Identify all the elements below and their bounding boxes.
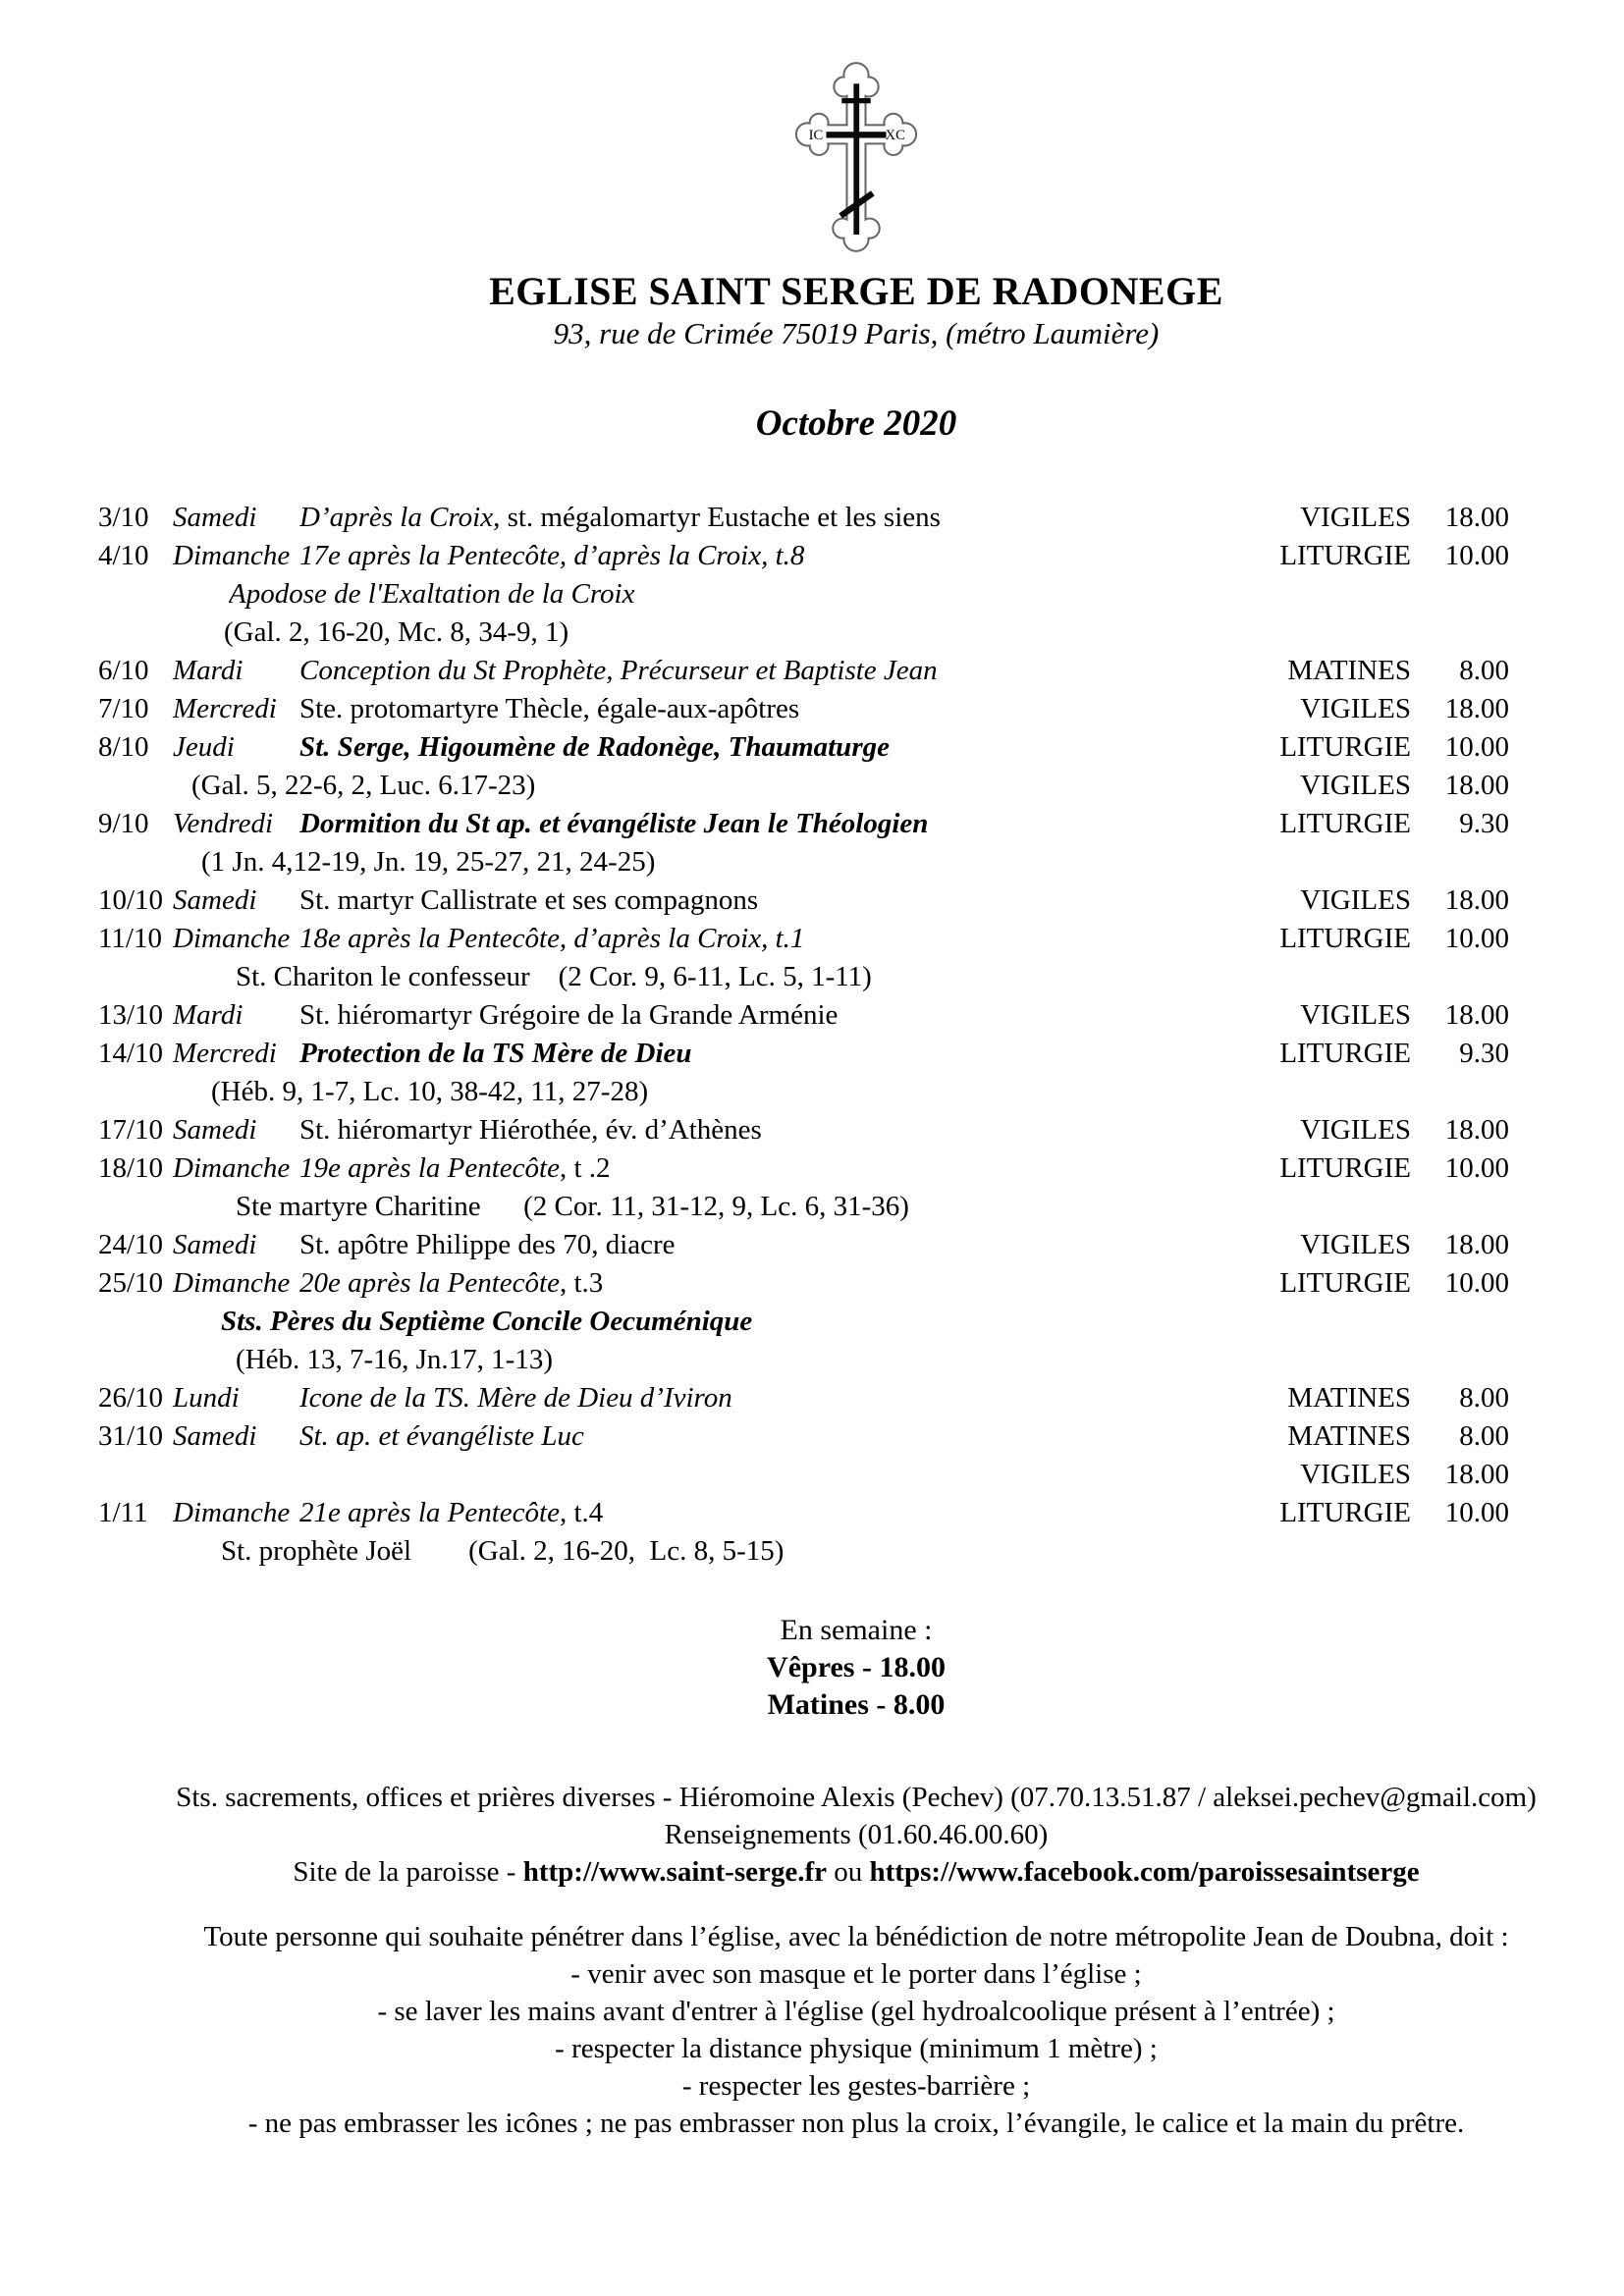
service-cell — [1244, 958, 1411, 996]
text-segment: 20e après la Pentecôte — [299, 1267, 560, 1299]
schedule-line — [98, 996, 1509, 1035]
date-cell: 3/10 — [98, 502, 149, 533]
text-segment: (Gal. 5, 22-6, 2, Luc. 6.17-23) — [191, 770, 536, 801]
service-cell: VIGILES — [1300, 1114, 1411, 1146]
contacts-block — [128, 1779, 1585, 1891]
text-segment: (Gal. 2, 16-20, Mc. 8, 34-9, 1) — [224, 616, 569, 648]
time-cell: 18.00 — [1444, 502, 1509, 533]
time-cell: 18.00 — [1444, 693, 1509, 724]
description-cell — [224, 614, 1244, 652]
time-cell: 18.00 — [1444, 770, 1509, 801]
date-cell: 24/10 — [98, 1229, 164, 1260]
time-cell — [1411, 614, 1509, 652]
time-cell: 9.30 — [1459, 808, 1509, 839]
service-cell: MATINES — [1287, 655, 1411, 686]
text-segment: Sts. Pères du Septième Concile Oecuménique — [221, 1306, 753, 1337]
day-cell: Samedi — [173, 1229, 257, 1260]
service-cell — [1244, 1341, 1411, 1379]
weekday-service-item: Matines - 8.00 — [767, 1688, 946, 1721]
service-cell: VIGILES — [1300, 999, 1411, 1031]
time-cell: 9.30 — [1459, 1038, 1509, 1069]
time-cell: 10.00 — [1444, 1267, 1509, 1299]
service-cell: VIGILES — [1300, 1229, 1411, 1260]
service-cell: VIGILES — [1300, 1459, 1411, 1490]
time-cell — [1411, 575, 1509, 614]
schedule-line — [98, 958, 1509, 996]
weekday-services-heading: En semaine : — [780, 1614, 933, 1646]
indent-spacer — [98, 1303, 221, 1341]
service-cell: LITURGIE — [1279, 731, 1411, 763]
day-cell: Dimanche — [173, 540, 291, 571]
time-cell: 8.00 — [1459, 655, 1509, 686]
text-segment: D’après la Croix — [299, 502, 494, 533]
schedule-line — [98, 499, 1509, 537]
day-cell: Jeudi — [173, 731, 235, 763]
date-cell: 14/10 — [98, 1038, 164, 1069]
cross-ic-label: IC — [808, 128, 824, 144]
covid-notice-line: - respecter les gestes-barrière ; — [681, 2070, 1031, 2102]
indent-spacer — [98, 1341, 236, 1379]
text-segment: St. prophète Joël (Gal. 2, 16-20, Lc. 8, 5-15) — [221, 1535, 785, 1567]
covid-notice-line: - respecter la distance physique (minimum 1 mètre) ; — [555, 2033, 1158, 2064]
date-cell: 4/10 — [98, 540, 149, 571]
text-segment: St. hiéromartyr Grégoire de la Grande Arménie — [299, 999, 839, 1031]
text-segment: Ste martyre Charitine (2 Cor. 11, 31-12, 9, Lc. 6, 31-36) — [236, 1191, 909, 1222]
indent-spacer — [98, 1073, 211, 1111]
description-cell — [299, 996, 1244, 1035]
date-cell: 26/10 — [98, 1382, 164, 1414]
description-cell — [191, 767, 1244, 805]
schedule-line — [98, 1264, 1509, 1303]
schedule-line — [98, 1341, 1509, 1379]
day-cell: Samedi — [173, 1420, 257, 1452]
description-cell — [299, 1111, 1244, 1149]
day-cell: Mardi — [173, 655, 244, 686]
time-cell: 18.00 — [1444, 884, 1509, 916]
date-cell: 25/10 — [98, 1267, 164, 1299]
orthodox-cross-svg — [783, 59, 930, 255]
schedule-line — [98, 881, 1509, 920]
schedule-line — [98, 614, 1509, 652]
time-cell: 10.00 — [1444, 1497, 1509, 1528]
time-cell: 10.00 — [1444, 1152, 1509, 1184]
schedule-line — [98, 1188, 1509, 1226]
date-cell: 1/11 — [98, 1497, 148, 1528]
weekday-services — [128, 1612, 1585, 1724]
day-cell: Mercredi — [173, 693, 277, 724]
schedule-line — [98, 1494, 1509, 1532]
orthodox-cross-icon — [128, 59, 1585, 255]
schedule-line — [98, 1303, 1509, 1341]
time-cell: 18.00 — [1444, 1229, 1509, 1260]
service-cell: LITURGIE — [1279, 1497, 1411, 1528]
date-cell: 11/10 — [98, 923, 162, 954]
service-cell: MATINES — [1287, 1382, 1411, 1414]
description-cell — [299, 881, 1244, 920]
description-cell — [236, 958, 1244, 996]
text-segment: 21e après la Pentecôte — [299, 1497, 560, 1528]
text-segment: St. Serge, Higoumène de Radonège, Thaumaturge — [299, 731, 890, 763]
indent-spacer — [98, 1188, 236, 1226]
time-cell: 18.00 — [1444, 1114, 1509, 1146]
schedule-line — [98, 1532, 1509, 1571]
description-cell — [299, 1494, 1244, 1532]
text-segment: St. Chariton le confesseur (2 Cor. 9, 6-11, Lc. 5, 1-11) — [236, 961, 872, 992]
day-cell: Mercredi — [173, 1038, 277, 1069]
schedule-line — [98, 1379, 1509, 1417]
contacts-line-info: Renseignements (01.60.46.00.60) — [664, 1819, 1049, 1850]
description-cell — [221, 1532, 1244, 1571]
service-cell: LITURGIE — [1279, 923, 1411, 954]
description-cell — [299, 1264, 1244, 1303]
weekday-service-item: Vêpres - 18.00 — [767, 1651, 946, 1683]
text-segment: (1 Jn. 4,12-19, Jn. 19, 25-27, 21, 24-25) — [201, 846, 656, 878]
service-cell: LITURGIE — [1279, 1152, 1411, 1184]
service-cell: MATINES — [1287, 1420, 1411, 1452]
time-cell — [1411, 1303, 1509, 1341]
text-segment: Apodose de l'Exaltation de la Croix — [229, 578, 635, 610]
description-cell — [299, 690, 1244, 728]
text-segment: ou — [827, 1856, 870, 1888]
church-address: 93, rue de Crimée 75019 Paris, (métro Laumière) — [553, 316, 1160, 350]
description-cell — [299, 1035, 1244, 1073]
indent-spacer — [98, 614, 224, 652]
day-cell: Samedi — [173, 1114, 257, 1146]
day-cell: Samedi — [173, 884, 257, 916]
text-segment: Ste. protomartyre Thècle, égale-aux-apôtres — [299, 693, 800, 724]
date-cell: 18/10 — [98, 1152, 164, 1184]
text-segment: , st. mégalomartyr Eustache et les siens — [493, 502, 941, 533]
text-segment: (Héb. 9, 1-7, Lc. 10, 38-42, 11, 27-28) — [211, 1076, 649, 1107]
description-cell — [211, 1073, 1244, 1111]
indent-spacer — [98, 843, 201, 881]
time-cell: 10.00 — [1444, 731, 1509, 763]
time-cell — [1411, 1073, 1509, 1111]
service-schedule — [98, 499, 1509, 1571]
date-cell: 10/10 — [98, 884, 164, 916]
date-cell: 6/10 — [98, 655, 149, 686]
service-cell: VIGILES — [1300, 693, 1411, 724]
date-cell: 17/10 — [98, 1114, 164, 1146]
schedule-line — [98, 1456, 1509, 1494]
text-segment: , t.4 — [559, 1497, 604, 1528]
contacts-line-priest: Sts. sacrements, offices et prières diverses - Hiéromoine Alexis (Pechev) (07.70.13.51.87 / aleksei.pechev@gmail.com) — [176, 1782, 1537, 1813]
covid-notice-line: - venir avec son masque et le porter dans l’église ; — [570, 1958, 1142, 1990]
service-cell — [1244, 575, 1411, 614]
time-cell: 8.00 — [1459, 1420, 1509, 1452]
text-segment: http://www.saint-serge.fr — [522, 1856, 828, 1888]
day-cell: Mardi — [173, 999, 244, 1031]
text-segment: 17e après la Pentecôte, d’après la Croix, t.8 — [299, 540, 805, 571]
service-cell: VIGILES — [1300, 770, 1411, 801]
text-segment: 18e après la Pentecôte, d’après la Croix, t.1 — [299, 923, 805, 954]
service-cell: VIGILES — [1300, 884, 1411, 916]
text-segment: Conception du St Prophète, Précurseur et Baptiste Jean — [299, 655, 938, 686]
schedule-line — [98, 1073, 1509, 1111]
text-segment: St. ap. et évangéliste Luc — [299, 1420, 584, 1452]
contacts-line-website — [128, 1853, 1585, 1891]
day-cell: Dimanche — [173, 1152, 291, 1184]
covid-notice-line: - ne pas embrasser les icônes ; ne pas embrasser non plus la croix, l’évangile, le calice et la main du prêtre. — [247, 2108, 1465, 2139]
schedule-line — [98, 728, 1509, 767]
description-cell — [299, 1149, 1244, 1188]
description-cell — [236, 1188, 1244, 1226]
header — [128, 59, 1585, 450]
date-cell: 9/10 — [98, 808, 149, 839]
description-cell — [299, 728, 1244, 767]
time-cell: 10.00 — [1444, 923, 1509, 954]
description-cell — [299, 1379, 1244, 1417]
service-cell: LITURGIE — [1279, 540, 1411, 571]
text-segment: (Héb. 13, 7-16, Jn.17, 1-13) — [236, 1344, 553, 1375]
service-cell — [1244, 1532, 1411, 1571]
text-segment: St. apôtre Philippe des 70, diacre — [299, 1229, 676, 1260]
time-cell — [1411, 1532, 1509, 1571]
date-cell: 7/10 — [98, 693, 149, 724]
time-cell — [1411, 1188, 1509, 1226]
text-segment: , t.3 — [559, 1267, 604, 1299]
text-segment: St. martyr Callistrate et ses compagnons — [299, 884, 759, 916]
text-segment: Site de la paroisse - — [293, 1856, 523, 1888]
description-cell — [229, 575, 1244, 614]
description-cell — [299, 537, 1244, 575]
time-cell: 10.00 — [1444, 540, 1509, 571]
service-cell — [1244, 843, 1411, 881]
covid-notice-line: Toute personne qui souhaite pénétrer dans l’église, avec la bénédiction de notre métropolite Jean de Doubna, doit : — [203, 1921, 1509, 1952]
schedule-line — [98, 652, 1509, 690]
text-segment: St. hiéromartyr Hiérothée, év. d’Athènes — [299, 1114, 762, 1146]
description-cell — [221, 1303, 1244, 1341]
schedule-line — [98, 1111, 1509, 1149]
service-cell: LITURGIE — [1279, 1267, 1411, 1299]
description-cell — [299, 805, 1244, 843]
indent-spacer — [98, 1532, 221, 1571]
service-cell: VIGILES — [1300, 502, 1411, 533]
text-segment: Dormition du St ap. et évangéliste Jean le Théologien — [299, 808, 929, 839]
indent-spacer — [98, 575, 229, 614]
description-cell — [98, 1456, 1244, 1494]
schedule-line — [98, 537, 1509, 575]
date-cell: 31/10 — [98, 1420, 164, 1452]
day-cell: Dimanche — [173, 923, 291, 954]
date-cell: 8/10 — [98, 731, 149, 763]
time-cell: 18.00 — [1444, 1459, 1509, 1490]
day-cell: Samedi — [173, 502, 257, 533]
description-cell — [299, 1226, 1244, 1264]
service-cell — [1244, 1303, 1411, 1341]
text-segment: Protection de la TS Mère de Dieu — [299, 1038, 692, 1069]
indent-spacer — [98, 767, 191, 805]
day-cell: Dimanche — [173, 1497, 291, 1528]
service-cell — [1244, 1188, 1411, 1226]
service-cell: LITURGIE — [1279, 1038, 1411, 1069]
service-cell: LITURGIE — [1279, 808, 1411, 839]
day-cell: Dimanche — [173, 1267, 291, 1299]
day-cell: Lundi — [173, 1382, 240, 1414]
church-title: EGLISE SAINT SERGE DE RADONEGE — [489, 269, 1223, 313]
text-segment: 19e après la Pentecôte — [299, 1152, 560, 1184]
description-cell — [299, 1417, 1244, 1456]
month-title: Octobre 2020 — [755, 403, 957, 444]
schedule-line — [98, 767, 1509, 805]
description-cell — [299, 652, 1244, 690]
description-cell — [299, 920, 1244, 958]
schedule-line — [98, 1226, 1509, 1264]
weekday-services-items — [128, 1649, 1585, 1724]
time-cell: 18.00 — [1444, 999, 1509, 1031]
description-cell — [236, 1341, 1244, 1379]
schedule-line — [98, 575, 1509, 614]
time-cell — [1411, 843, 1509, 881]
indent-spacer — [98, 958, 236, 996]
day-cell: Vendredi — [173, 808, 274, 839]
text-segment: , t .2 — [559, 1152, 611, 1184]
schedule-line — [98, 805, 1509, 843]
covid-notice — [128, 1918, 1585, 2142]
time-cell — [1411, 1341, 1509, 1379]
description-cell — [299, 499, 1244, 537]
service-cell — [1244, 614, 1411, 652]
schedule-line — [98, 690, 1509, 728]
schedule-line — [98, 1035, 1509, 1073]
cross-xc-label: XC — [885, 128, 905, 144]
description-cell — [201, 843, 1244, 881]
text-segment: https://www.facebook.com/paroissesaintserge — [869, 1856, 1420, 1888]
schedule-line — [98, 843, 1509, 881]
time-cell: 8.00 — [1459, 1382, 1509, 1414]
text-segment: Icone de la TS. Mère de Dieu d’Iviron — [299, 1382, 732, 1414]
time-cell — [1411, 958, 1509, 996]
covid-notice-line: - se laver les mains avant d'entrer à l'église (gel hydroalcoolique présent à l’entrée) ; — [377, 1996, 1335, 2027]
schedule-line — [98, 1417, 1509, 1456]
schedule-line — [98, 920, 1509, 958]
service-cell — [1244, 1073, 1411, 1111]
schedule-line — [98, 1149, 1509, 1188]
date-cell: 13/10 — [98, 999, 164, 1031]
